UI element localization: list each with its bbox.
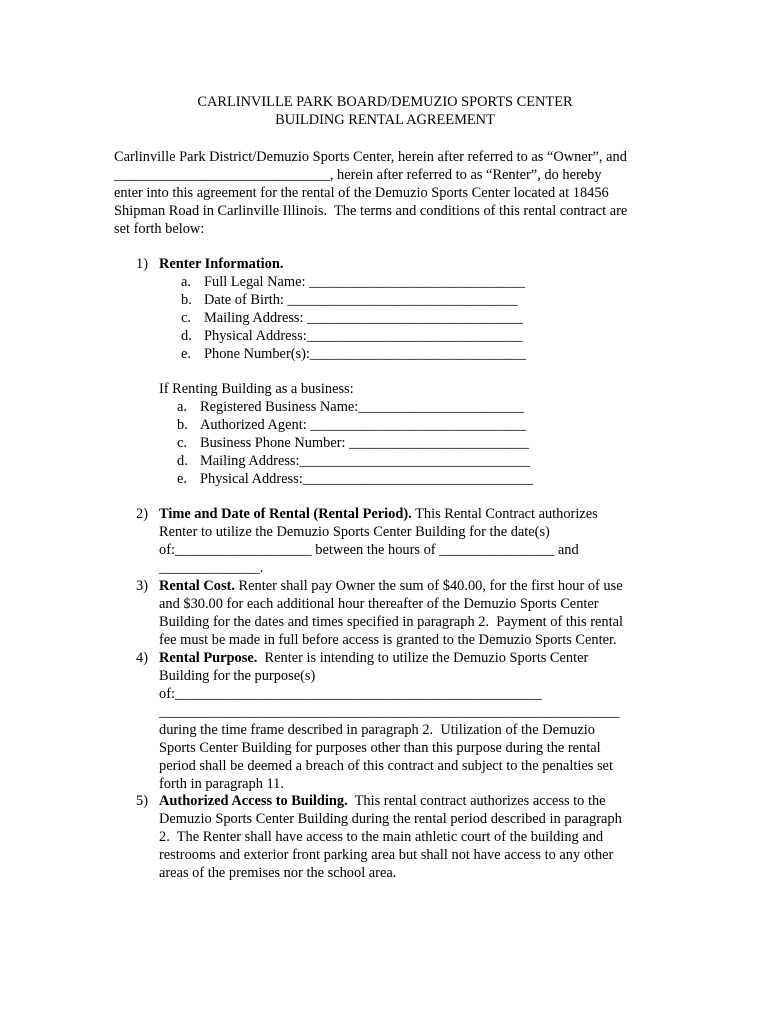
rental-purpose-field[interactable]: of:___________________________________________________ [159,686,542,702]
section-line: fee must be made in full before access is granted to the Demuzio Sports Center. [159,632,617,648]
list-letter: c. [177,435,187,451]
business-physical-address-field[interactable]: Physical Address:________________________________ [200,471,533,487]
section-number: 4) [136,650,148,666]
section-number: 1) [136,256,148,272]
section-number: 5) [136,793,148,809]
list-letter: e. [181,346,191,362]
section-line: 2. The Renter shall have access to the main athletic court of the building and [159,829,604,845]
rental-dates-field[interactable]: of:___________________ between the hours of ________________ and [159,542,579,558]
section-line: and $30.00 for each additional hour thereafter of the Demuzio Sports Center [159,596,599,612]
section-first-line: Time and Date of Rental (Rental Period). This Rental Contract authorizes [159,506,598,522]
section-first-line: Rental Cost. Renter shall pay Owner the sum of $40.00, for the first hour of use [159,578,623,594]
rental-purpose-field-continued[interactable]: ________________________________________________________________ [159,704,620,720]
list-letter: d. [177,453,188,469]
business-phone-field[interactable]: Business Phone Number: _________________________ [200,435,529,451]
list-letter: d. [181,328,192,344]
full-legal-name-field[interactable]: Full Legal Name: ______________________________ [204,274,525,290]
section-number: 3) [136,578,148,594]
intro-line: set forth below: [114,221,205,237]
intro-line: enter into this agreement for the rental of the Demuzio Sports Center located at 18456 [114,185,609,201]
date-of-birth-field[interactable]: Date of Birth: ________________________________ [204,292,518,308]
list-letter: b. [177,417,188,433]
section-first-line: Rental Purpose. Renter is intending to utilize the Demuzio Sports Center [159,650,589,666]
list-letter: c. [181,310,191,326]
section-line: Building for the dates and times specified in paragraph 2. Payment of this rental [159,614,623,630]
document-title: CARLINVILLE PARK BOARD/DEMUZIO SPORTS CENTER [197,94,573,110]
section-number: 2) [136,506,148,522]
section-first-line: Authorized Access to Building. This rental contract authorizes access to the [159,793,606,809]
business-mailing-address-field[interactable]: Mailing Address:________________________________ [200,453,530,469]
rental-end-time-field[interactable]: ______________. [159,560,264,576]
list-letter: a. [181,274,191,290]
section-line: Building for the purpose(s) [159,668,316,684]
mailing-address-field[interactable]: Mailing Address: ______________________________ [204,310,523,326]
section-line: during the time frame described in paragraph 2. Utilization of the Demuzio [159,722,595,738]
authorized-agent-field[interactable]: Authorized Agent: ______________________________ [200,417,527,433]
physical-address-field[interactable]: Physical Address:______________________________ [204,328,523,344]
section-heading: Renter Information. [159,256,284,272]
intro-line: Shipman Road in Carlinville Illinois. The terms and conditions of this rental contract are [114,203,628,219]
business-heading: If Renting Building as a business: [159,381,354,397]
section-line: Sports Center Building for purposes other than this purpose during the rental [159,740,601,756]
document-subtitle: BUILDING RENTAL AGREEMENT [275,112,495,128]
section-line: period shall be deemed a breach of this contract and subject to the penalties set [159,758,613,774]
section-line: forth in paragraph 11. [159,776,284,792]
section-line: Renter to utilize the Demuzio Sports Center Building for the date(s) [159,524,550,540]
list-letter: b. [181,292,192,308]
list-letter: a. [177,399,187,415]
section-line: areas of the premises nor the school area. [159,865,397,881]
section-line: restrooms and exterior front parking area but shall not have access to any other [159,847,614,863]
intro-line: Carlinville Park District/Demuzio Sports Center, herein after referred to as “Owner”, and [114,149,627,165]
list-letter: e. [177,471,187,487]
section-line: Demuzio Sports Center Building during the rental period described in paragraph [159,811,622,827]
phone-numbers-field[interactable]: Phone Number(s):______________________________ [204,346,526,362]
business-name-field[interactable]: Registered Business Name:_______________________ [200,399,524,415]
intro-line: ______________________________, herein after referred to as “Renter”, do hereby [114,167,602,183]
